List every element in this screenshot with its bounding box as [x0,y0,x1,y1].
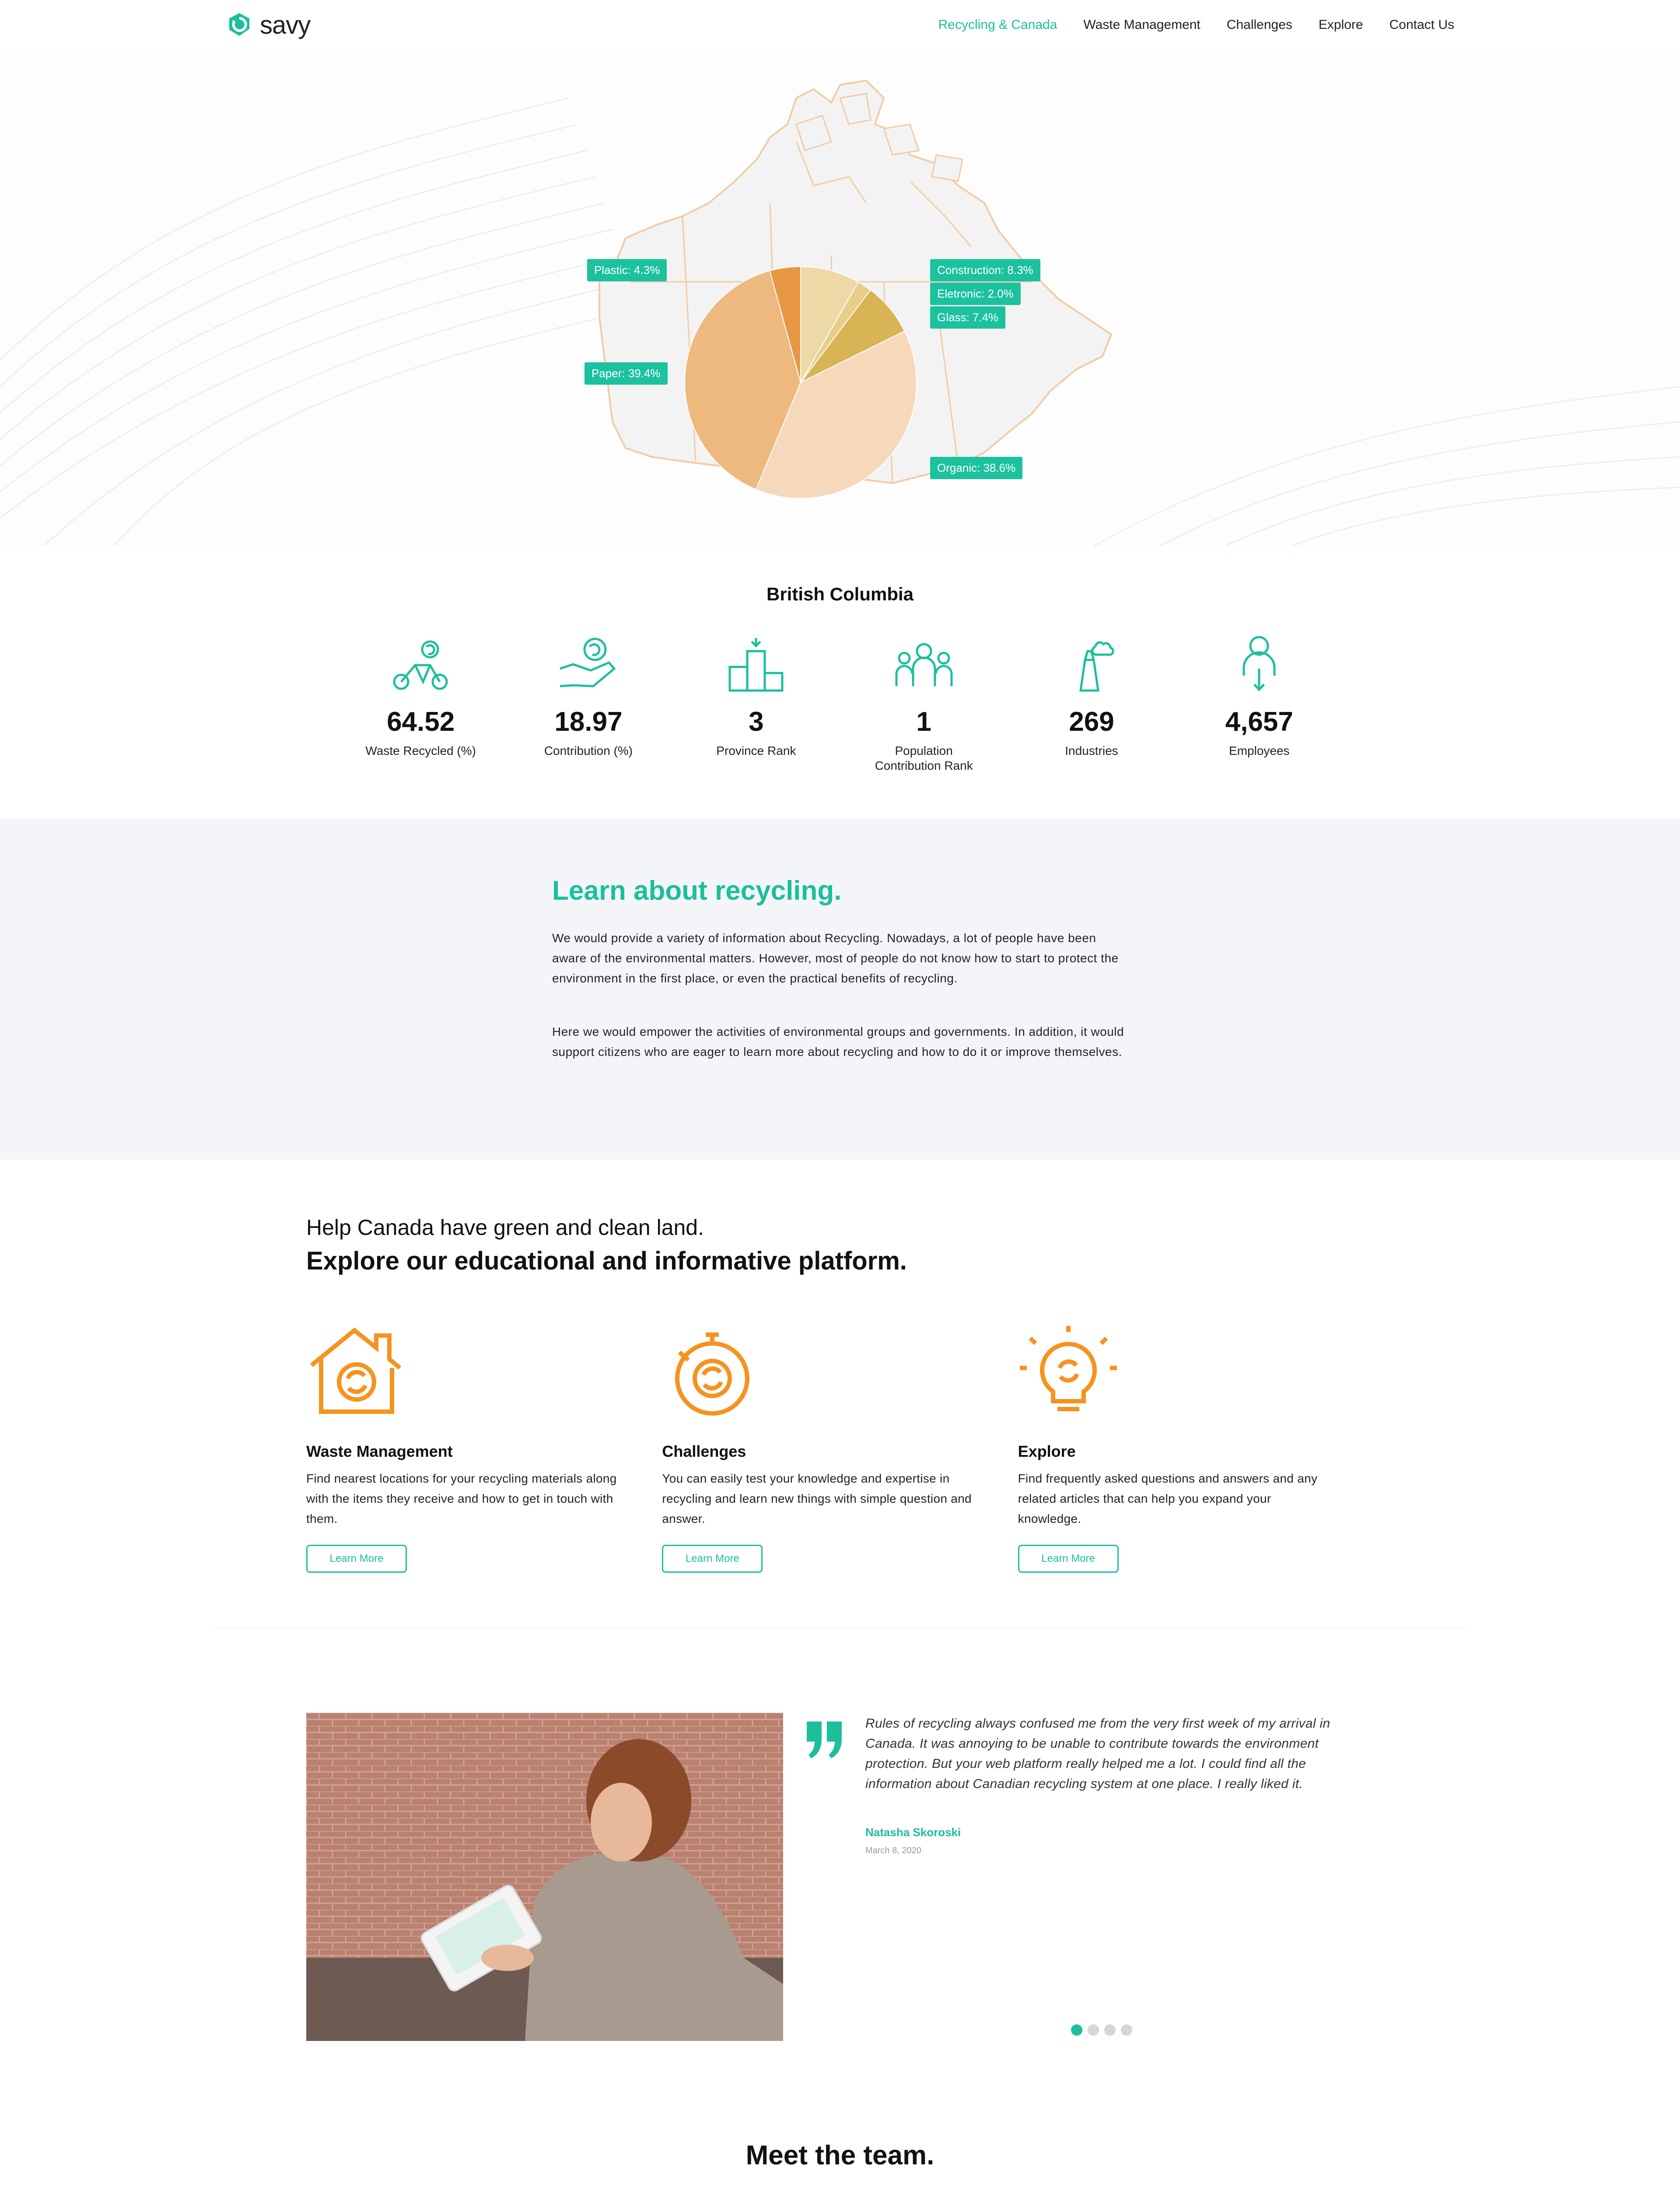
testimonial-author: Natasha Skoroski [865,1826,961,1839]
region-stats-section [0,546,1680,818]
learn-more-button-challenges[interactable]: Learn More [662,1545,763,1573]
stat-row [337,634,1343,773]
stat-employees [1176,634,1343,773]
team-section [0,2083,1680,2188]
feature-list [306,1326,1374,1573]
recycling-bike-icon [388,634,454,695]
employee-icon [1226,634,1292,695]
stat-province-rank [672,634,840,773]
stat-label: Employees [1229,744,1290,757]
podium-icon [723,634,789,695]
population-icon [891,634,957,695]
learn-more-button-waste-management[interactable]: Learn More [306,1545,407,1573]
factory-icon [1059,634,1124,695]
nav-waste-management[interactable]: Waste Management [1083,18,1200,32]
feature-challenges [662,1326,1018,1573]
learn-title: Learn about recycling. [552,876,842,906]
pie-label-organic: Organic: 38.6% [930,457,1022,479]
nav-challenges[interactable]: Challenges [1226,18,1292,32]
testimonial-quote: Rules of recycling always confused me from the very first week of my arrival in Canada. It was annoying to be unable to contribute towards the environment protection. But your web platform really helped me a lot. I could find all the information about Canadian recycling system at one place. I really liked it. [865,1716,1330,1791]
stat-industries [1008,634,1175,773]
feature-waste-management [306,1326,662,1573]
stat-waste-recycled [337,634,504,773]
feature-desc: You can easily test your knowledge and expertise in recycling and learn new things with simple question and answer. [662,1472,972,1525]
feature-title: Challenges [662,1442,746,1460]
main-nav [938,18,1454,32]
hand-recycle-icon [556,634,621,695]
stat-value: 3 [749,707,764,737]
learn-paragraph-1: We would provide a variety of information about Recycling. Nowadays, a lot of people have been aware of the environmental matters. However, most of people do not know how to start to protect the environment in the first place, or even the practical benefits of recycling. [552,931,1119,985]
nav-contact-us[interactable]: Contact Us [1389,18,1454,32]
team-title: Meet the team. [746,2140,934,2170]
carousel-dot[interactable] [1088,2024,1099,2036]
testimonial-photo [306,1713,783,2041]
nav-recycling-canada[interactable]: Recycling & Canada [938,18,1057,32]
carousel-dot[interactable] [1104,2024,1116,2036]
stopwatch-recycle-icon [662,1326,763,1418]
learn-paragraph-2: Here we would empower the activities of environmental groups and governments. In addition, it would support citizens who are eager to learn more about recycling and how to do it or improve themselves. [552,1025,1124,1059]
carousel-dot[interactable] [1121,2024,1132,2036]
nav-explore[interactable]: Explore [1318,18,1363,32]
woman-with-tablet-image [306,1713,783,2041]
stat-value: 4,657 [1225,707,1293,737]
feature-explore [1018,1326,1374,1573]
testimonial-date: March 8, 2020 [865,1846,921,1855]
stat-contribution [504,634,672,773]
stat-population-rank [840,634,1008,773]
lightbulb-recycle-icon [1018,1326,1119,1418]
stat-label: Industries [1065,744,1118,757]
stat-label: Province Rank [716,744,796,757]
learn-section [0,818,1680,1160]
stat-label: Waste Recycled (%) [365,744,476,757]
feature-title: Waste Management [306,1442,453,1460]
platform-subtitle: Help Canada have green and clean land. [306,1215,704,1240]
feature-title: Explore [1018,1442,1076,1460]
hero-section [0,54,1680,546]
feature-desc: Find nearest locations for your recycling materials along with the items they receive and how to get in touch with them. [306,1472,617,1525]
stat-value: 1 [916,707,931,737]
stat-value: 269 [1069,707,1114,737]
platform-title: Explore our educational and informative platform. [306,1247,907,1275]
logo[interactable] [226,10,310,40]
testimonial-section [0,1628,1680,2083]
stat-label: Contribution (%) [544,744,633,757]
feature-desc: Find frequently asked questions and answers and any related articles that can help you expand your knowledge. [1018,1472,1318,1525]
logo-mark-icon [226,11,253,39]
learn-more-button-explore[interactable]: Learn More [1018,1545,1119,1573]
carousel-dot[interactable] [1071,2024,1082,2036]
site-header [0,0,1680,54]
stat-value: 64.52 [387,707,455,737]
region-title: British Columbia [766,584,914,604]
stat-label: Population Contribution Rank [875,744,973,772]
learn-content [552,875,1130,1062]
platform-section [0,1160,1680,1628]
pie-label-glass: Glass: 7.4% [930,306,1005,329]
pie-label-eletronic: Eletronic: 2.0% [930,283,1021,305]
house-recycle-icon [306,1326,407,1418]
quote-mark-icon [805,1720,844,1759]
pie-label-paper: Paper: 39.4% [584,362,668,385]
pie-label-construction: Construction: 8.3% [930,259,1040,281]
carousel-dots [1071,2024,1132,2036]
pie-label-plastic: Plastic: 4.3% [587,259,667,281]
waste-composition-pie-chart [682,264,919,501]
stat-value: 18.97 [554,707,623,737]
logo-text: savy [260,11,311,39]
